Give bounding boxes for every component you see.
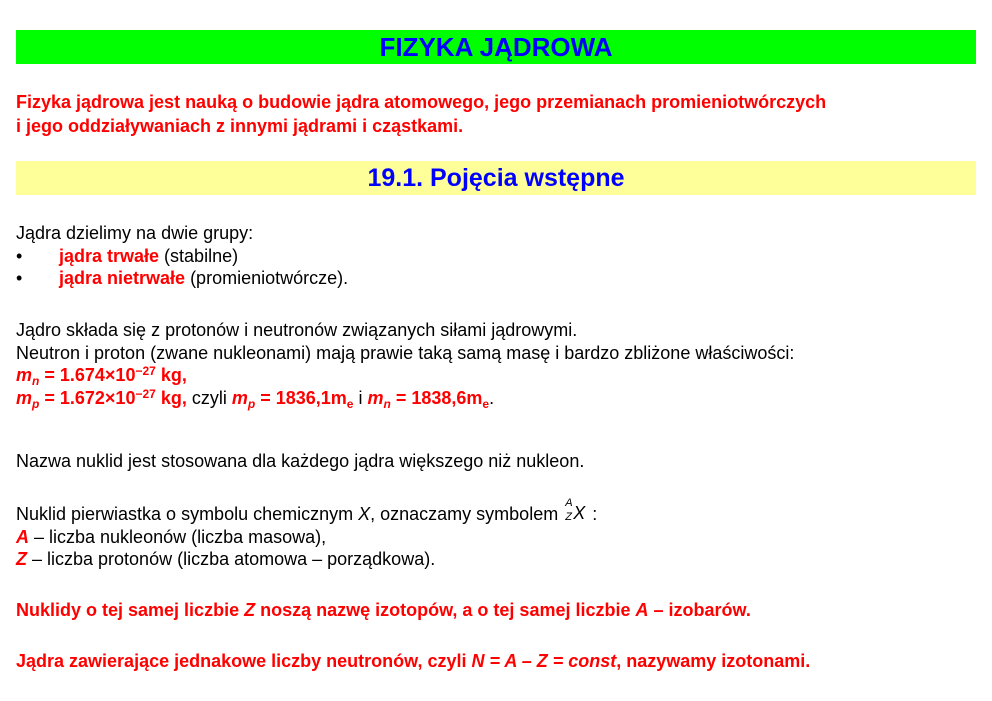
composition-line-2: Neutron i proton (zwane nukleonami) mają prawie taką samą masę i bardzo zbliżone właściwości: <box>16 342 795 363</box>
intro-line-1: Fizyka jądrowa jest nauką o budowie jądra atomowego, jego przemianach promieniotwórczych <box>16 92 827 112</box>
notation-block <box>16 497 986 571</box>
atomic-number-line: Z – liczba protonów (liczba atomowa – porządkowa). <box>16 549 436 569</box>
intro-definition <box>16 90 986 138</box>
bullet-icon: • <box>16 268 23 288</box>
list-item <box>16 267 986 290</box>
group-term: jądra trwałe <box>59 245 160 266</box>
composition-block <box>16 319 986 409</box>
intro-line-2: i jego oddziaływaniach z innymi jądrami i cząstkami. <box>16 116 464 136</box>
groups-list <box>16 245 986 290</box>
groups-heading: Jądra dzielimy na dwie grupy: <box>16 223 254 243</box>
composition-line-1: Jądro składa się z protonów i neutronów związanych siłami jądrowymi. <box>16 320 578 340</box>
proton-mass: $m_p = 1.672\times 10^{-27}$ kg, czyli $m_p = 1836,1m_e$ i $m_n = 1838,6m_e$. <box>16 386 495 411</box>
nuclide-definition: Nazwa nuklid jest stosowana dla każdego jądra większego niż nukleon. <box>16 451 585 471</box>
group-note: (promieniotwórcze). <box>185 268 349 288</box>
section-title: 19.1. Pojęcia wstępne <box>16 161 976 195</box>
group-term: jądra nietrwałe <box>59 268 186 288</box>
group-note: (stabilne) <box>159 245 239 266</box>
nuclei-groups <box>16 222 986 290</box>
isotopes-statement: Nuklidy o tej samej liczbie Z noszą nazwę izotopów, a o tej samej liczbie A – izobarów. <box>16 600 751 620</box>
bullet-icon: • <box>16 245 23 266</box>
mass-number-line: A – liczba nukleonów (liczba masowa), <box>16 526 327 547</box>
page-title: FIZYKA JĄDROWA <box>16 30 976 64</box>
isotones-statement: Jądra zawierające jednakowe liczby neutronów, czyli N = A – Z = const, nazywamy izotonami. <box>16 651 811 671</box>
notation-line: Nuklid pierwiastka o symbolu chemicznym X, oznaczamy symbolem A Z X : <box>16 497 598 524</box>
neutron-mass: $m_n = 1.674\times 10^{-27}$ kg, <box>16 364 187 388</box>
nuclide-symbol: A Z X <box>565 497 586 523</box>
list-item <box>16 245 986 268</box>
